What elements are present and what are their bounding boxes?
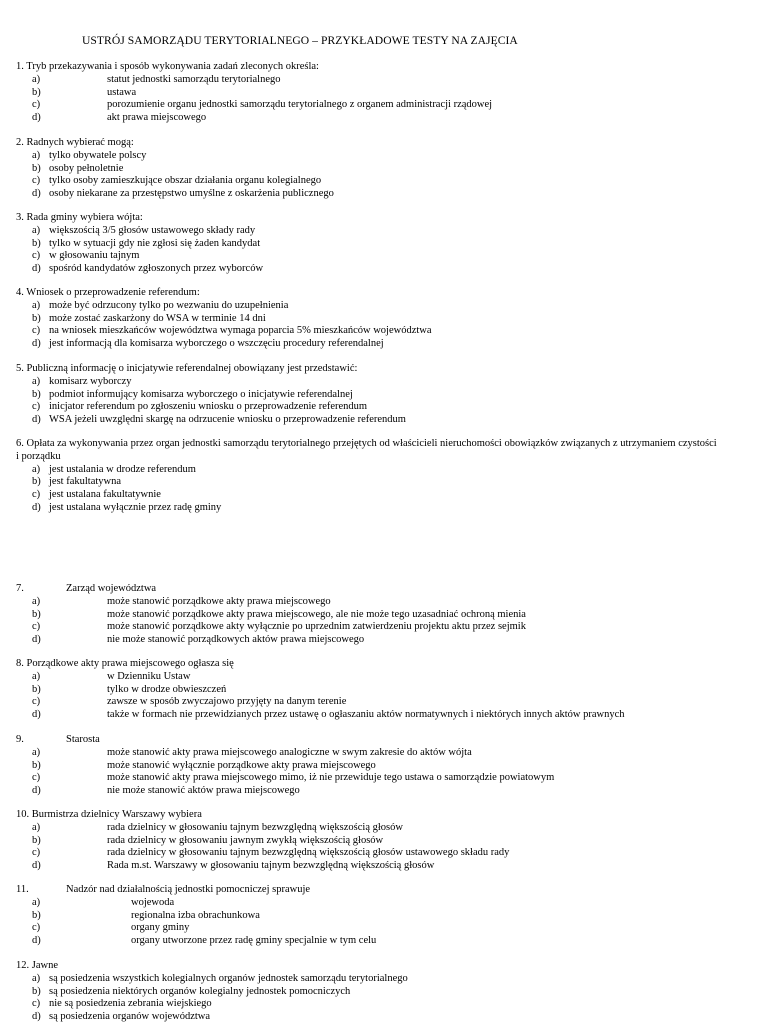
q3-stem: 3. Rada gminy wybiera wójta: (16, 212, 143, 223)
q9-option-text: nie może stanowić aktów prawa miejscowego (107, 785, 300, 797)
q8-option-text: tylko w drodze obwieszczeń (107, 683, 227, 695)
q5-option-text: WSA jeżeli uwzględni skargę na odrzucenie wniosku o przeprowadzenie referendum (49, 414, 406, 426)
q3-option-text: tylko w sytuacji gdy nie zgłosi się żaden kandydat (49, 237, 261, 249)
q2-stem: 2. Radnych wybierać mogą: (16, 137, 134, 148)
q11-option-text: organy utworzone przez radę gminy specjalnie w tym celu (131, 935, 377, 947)
q7-number: 7. (16, 583, 24, 594)
document-title: USTRÓJ SAMORZĄDU TERYTORIALNEGO – PRZYKŁADOWE TESTY NA ZAJĘCIA (82, 34, 518, 47)
q10-option-text: rada dzielnicy w głosowaniu tajnym bezwzględną większością głosów ustawowego składu rady (107, 847, 510, 859)
q5-stem: 5. Publiczną informację o inicjatywie referendalnej obowiązany jest przedstawić: (16, 363, 358, 374)
q4-stem: 4. Wniosek o przeprowadzenie referendum: (16, 287, 200, 298)
q11-stem: Nadzór nad działalnością jednostki pomocniczej sprawuje (66, 884, 311, 895)
q1-option-label: c) (32, 99, 41, 111)
q11-option-label: c) (32, 922, 41, 934)
q12-option-text: są posiedzenia niektórych organów kolegialny jednostek pomocniczych (49, 985, 351, 997)
q8-stem: 8. Porządkowe akty prawa miejscowego ogłasza się (16, 658, 234, 669)
q2-option-text: tylko osoby zamieszkujące obszar działania organu kolegialnego (49, 175, 322, 187)
q6-option-label: d) (32, 502, 41, 513)
q9-option-label: a) (32, 746, 41, 758)
q11-option-label: b) (32, 909, 41, 921)
q2-option-text: tylko obywatele polscy (49, 149, 147, 161)
q1-option-label: d) (32, 112, 41, 124)
q1-option-text: ustawa (107, 86, 137, 98)
q12-option-label: b) (32, 985, 41, 997)
q7-option-label: b) (32, 608, 41, 620)
q5-option-label: d) (32, 414, 41, 426)
q5-option-label: b) (32, 388, 41, 400)
q7-option-label: a) (32, 595, 41, 607)
q7-option-text: może stanowić porządkowe akty prawa miejscowego (107, 595, 331, 607)
q11-number: 11. (16, 884, 29, 895)
q8-option-text: także w formach nie przewidzianych przez ustawę o ogłaszaniu aktów normatywnych i niektórych innych aktów prawnych (107, 709, 625, 721)
q9-option-label: b) (32, 759, 41, 771)
q9-option-label: d) (32, 785, 41, 797)
q7-option-text: może stanowić porządkowe akty wyłącznie po uprzednim zatwierdzeniu projektu aktu przez sejmik (107, 621, 526, 633)
q9-stem: Starosta (66, 734, 100, 745)
q4-option-text: na wniosek mieszkańców województwa wymaga poparcia 5% mieszkańców województwa (49, 325, 432, 337)
q8-option-label: c) (32, 696, 41, 708)
q8-option-label: b) (32, 683, 41, 695)
q2-option-label: c) (32, 175, 41, 187)
q11-option-label: d) (32, 935, 41, 947)
q8-option-text: w Dzienniku Ustaw (107, 670, 191, 682)
q1-option-label: a) (32, 73, 41, 85)
q8-option-text: zawsze w sposób zwyczajowo przyjęty na danym terenie (107, 696, 347, 708)
q6-option-text: jest ustalana wyłącznie przez radę gminy (49, 502, 222, 513)
q4-option-text: jest informacją dla komisarza wyborczego o wszczęciu procedury referendalnej (49, 338, 384, 350)
q3-option-label: c) (32, 250, 41, 262)
q7-option-label: c) (32, 621, 41, 633)
q10-option-label: b) (32, 834, 41, 846)
q4-option-label: b) (32, 312, 41, 324)
q9-option-text: może stanowić akty prawa miejscowego analogiczne w swym zakresie do aktów wójta (107, 746, 472, 758)
q6-option-text: jest fakultatywna (49, 476, 122, 488)
q1-stem: 1. Tryb przekazywania i sposób wykonywania zadań zleconych określa: (16, 61, 319, 72)
q7-stem: Zarząd województwa (66, 583, 157, 594)
q3-option-text: większością 3/5 głosów ustawowego składy rady (49, 224, 256, 236)
q10-option-label: a) (32, 821, 41, 833)
q10-option-text: Rada m.st. Warszawy w głosowaniu tajnym bezwzględną większością głosów (107, 860, 435, 872)
q8-option-label: a) (32, 670, 41, 682)
q2-option-text: osoby pełnoletnie (49, 162, 124, 174)
q2-option-text: osoby niekarane za przestępstwo umyślne z oskarżenia publicznego (49, 188, 334, 200)
q6-option-label: c) (32, 489, 41, 501)
q5-option-text: podmiot informujący komisarza wyborczego o inicjatywie referendalnej (49, 388, 353, 400)
q11-option-text: organy gminy (131, 922, 190, 934)
q4-option-text: może być odrzucony tylko po wezwaniu do uzupełnienia (49, 299, 289, 311)
q10-option-text: rada dzielnicy w głosowaniu tajnym bezwzględną większością głosów (107, 821, 403, 833)
q12-option-label: a) (32, 972, 41, 984)
q5-option-label: a) (32, 375, 41, 387)
q10-stem: 10. Burmistrza dzielnicy Warszawy wybiera (16, 809, 202, 820)
q12-option-label: c) (32, 998, 41, 1010)
q3-option-label: b) (32, 237, 41, 249)
q5-option-text: inicjator referendum po zgłoszeniu wniosku o przeprowadzenie referendum (49, 401, 368, 413)
q1-option-text: akt prawa miejscowego (107, 112, 207, 124)
q11-option-text: wojewoda (131, 896, 175, 908)
q6-stem-continued: i porządku (16, 450, 61, 462)
q12-option-text: są posiedzenia wszystkich kolegialnych organów jednostek samorządu terytorialnego (49, 972, 408, 984)
q6-option-label: b) (32, 476, 41, 488)
q1-option-text: porozumienie organu jednostki samorządu terytorialnego z organem administracji rządowej (107, 99, 493, 111)
q1-option-text: statut jednostki samorządu terytorialnego (107, 73, 281, 85)
q7-option-label: d) (32, 634, 41, 646)
q3-option-label: d) (32, 263, 41, 275)
q2-option-label: d) (32, 188, 41, 200)
q10-option-label: c) (32, 847, 41, 859)
q10-option-label: d) (32, 860, 41, 872)
q1-option-label: b) (32, 86, 41, 98)
q12-option-label: d) (32, 1011, 41, 1023)
q12-stem: 12. Jawne (16, 960, 58, 971)
q4-option-text: może zostać zaskarżony do WSA w terminie 14 dni (49, 312, 266, 324)
q5-option-label: c) (32, 401, 41, 413)
q4-option-label: d) (32, 338, 41, 350)
q12-option-text: nie są posiedzenia zebrania wiejskiego (49, 998, 212, 1010)
q7-option-text: nie może stanowić porządkowych aktów prawa miejscowego (107, 634, 365, 646)
q9-option-text: może stanowić akty prawa miejscowego mimo, iż nie przewiduje tego ustawa o samorządzie powiatowym (107, 772, 555, 784)
q4-option-label: a) (32, 299, 41, 311)
q3-option-label: a) (32, 224, 41, 236)
q11-option-label: a) (32, 896, 41, 908)
q11-option-text: regionalna izba obrachunkowa (131, 909, 260, 921)
q5-option-text: komisarz wyborczy (49, 375, 132, 387)
q6-option-text: jest ustalania w drodze referendum (49, 463, 196, 475)
q6-stem: 6. Opłata za wykonywania przez organ jednostki samorządu terytorialnego przejętych od właścicieli nieruchomości obowiązków związanych z utrzymaniem czystości (16, 438, 717, 449)
q4-option-label: c) (32, 325, 41, 337)
q2-option-label: a) (32, 149, 41, 161)
q6-option-text: jest ustalana fakultatywnie (49, 489, 161, 501)
q9-option-label: c) (32, 772, 41, 784)
q2-option-label: b) (32, 162, 41, 174)
q6-option-label: a) (32, 463, 41, 475)
q8-option-label: d) (32, 709, 41, 721)
q9-number: 9. (16, 734, 24, 745)
q3-option-text: w głosowaniu tajnym (49, 250, 140, 262)
q9-option-text: może stanowić wyłącznie porządkowe akty prawa miejscowego (107, 759, 376, 771)
q10-option-text: rada dzielnicy w głosowaniu jawnym zwykłą większością głosów (107, 834, 384, 846)
q12-option-text: są posiedzenia organów województwa (49, 1011, 211, 1023)
q7-option-text: może stanowić porządkowe akty prawa miejscowego, ale nie może tego uzasadniać ochroną mienia (107, 608, 526, 620)
q3-option-text: spośród kandydatów zgłoszonych przez wyborców (49, 263, 264, 275)
